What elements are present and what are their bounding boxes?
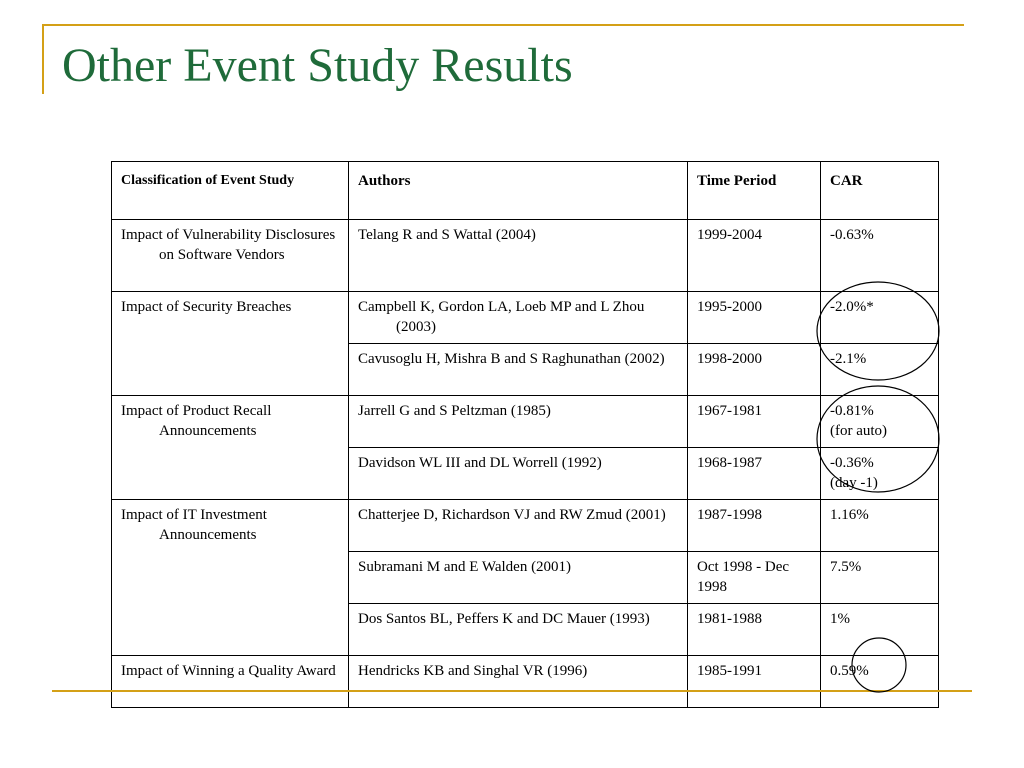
classification-text: Impact of Winning a Quality Award [121, 663, 336, 679]
car-value: -0.36% [830, 455, 874, 471]
event-study-results-table [111, 161, 939, 708]
car-value: -0.81% [830, 403, 874, 419]
table-row [112, 396, 939, 448]
car-cell [821, 500, 939, 552]
authors-text: Chatterjee D, Richardson VJ and RW Zmud (2001) [358, 507, 666, 523]
table-row [112, 656, 939, 708]
car-cell [821, 344, 939, 396]
authors-cell [349, 448, 688, 500]
authors-text: Hendricks KB and Singhal VR (1996) [358, 663, 588, 679]
time-period-cell: 1967-1981 [688, 396, 821, 448]
car-value: -0.63% [830, 227, 874, 243]
time-period-cell: 1995-2000 [688, 292, 821, 344]
header-car: CAR [821, 162, 939, 220]
table-header-row [112, 162, 939, 220]
classification-cell [112, 396, 349, 500]
authors-cell [349, 220, 688, 292]
classification-text: Impact of Security Breaches [121, 299, 292, 315]
car-value: -2.0%* [830, 299, 874, 315]
classification-cell [112, 656, 349, 708]
authors-text: Cavusoglu H, Mishra B and S Raghunathan (2002) [358, 351, 665, 367]
time-period-cell: 1998-2000 [688, 344, 821, 396]
car-value: -2.1% [830, 351, 867, 367]
authors-cell [349, 552, 688, 604]
car-value: 0.59% [830, 663, 869, 679]
car-value: 1% [830, 611, 850, 627]
bottom-accent-rule [52, 690, 972, 692]
authors-text: Subramani M and E Walden (2001) [358, 559, 572, 575]
car-cell [821, 552, 939, 604]
car-note: (day -1) [830, 475, 878, 491]
car-value: 7.5% [830, 559, 862, 575]
time-period-cell: 1999-2004 [688, 220, 821, 292]
classification-cell [112, 292, 349, 396]
time-period-cell: 1987-1998 [688, 500, 821, 552]
time-period-cell: Oct 1998 - Dec 1998 [688, 552, 821, 604]
car-cell [821, 292, 939, 344]
classification-cell [112, 500, 349, 656]
car-cell [821, 220, 939, 292]
time-period-cell: 1968-1987 [688, 448, 821, 500]
authors-cell [349, 604, 688, 656]
table-row [112, 220, 939, 292]
authors-cell [349, 344, 688, 396]
car-value: 1.16% [830, 507, 869, 523]
car-cell [821, 604, 939, 656]
car-note: (for auto) [830, 423, 888, 439]
table-body [112, 220, 939, 708]
authors-cell [349, 292, 688, 344]
authors-cell [349, 656, 688, 708]
authors-text: Dos Santos BL, Peffers K and DC Mauer (1993) [358, 611, 650, 627]
top-accent-rule [42, 24, 964, 26]
header-time-period: Time Period [688, 162, 821, 220]
slide-title: Other Event Study Results [62, 39, 573, 92]
authors-cell [349, 500, 688, 552]
classification-text: Impact of IT Investment Announcements [121, 507, 267, 543]
time-period-cell: 1981-1988 [688, 604, 821, 656]
header-classification: Classification of Event Study [112, 162, 349, 220]
table-row [112, 500, 939, 552]
header-authors: Authors [349, 162, 688, 220]
car-cell [821, 448, 939, 500]
left-accent-rule [42, 24, 44, 94]
car-cell [821, 656, 939, 708]
authors-text: Campbell K, Gordon LA, Loeb MP and L Zhou (2003) [358, 299, 645, 335]
table-row [112, 292, 939, 344]
classification-text: Impact of Product Recall Announcements [121, 403, 272, 439]
car-cell [821, 396, 939, 448]
authors-text: Davidson WL III and DL Worrell (1992) [358, 455, 602, 471]
authors-cell [349, 396, 688, 448]
classification-text: Impact of Vulnerability Disclosures on Software Vendors [121, 227, 336, 263]
time-period-cell: 1985-1991 [688, 656, 821, 708]
authors-text: Telang R and S Wattal (2004) [358, 227, 536, 243]
authors-text: Jarrell G and S Peltzman (1985) [358, 403, 551, 419]
classification-cell [112, 220, 349, 292]
